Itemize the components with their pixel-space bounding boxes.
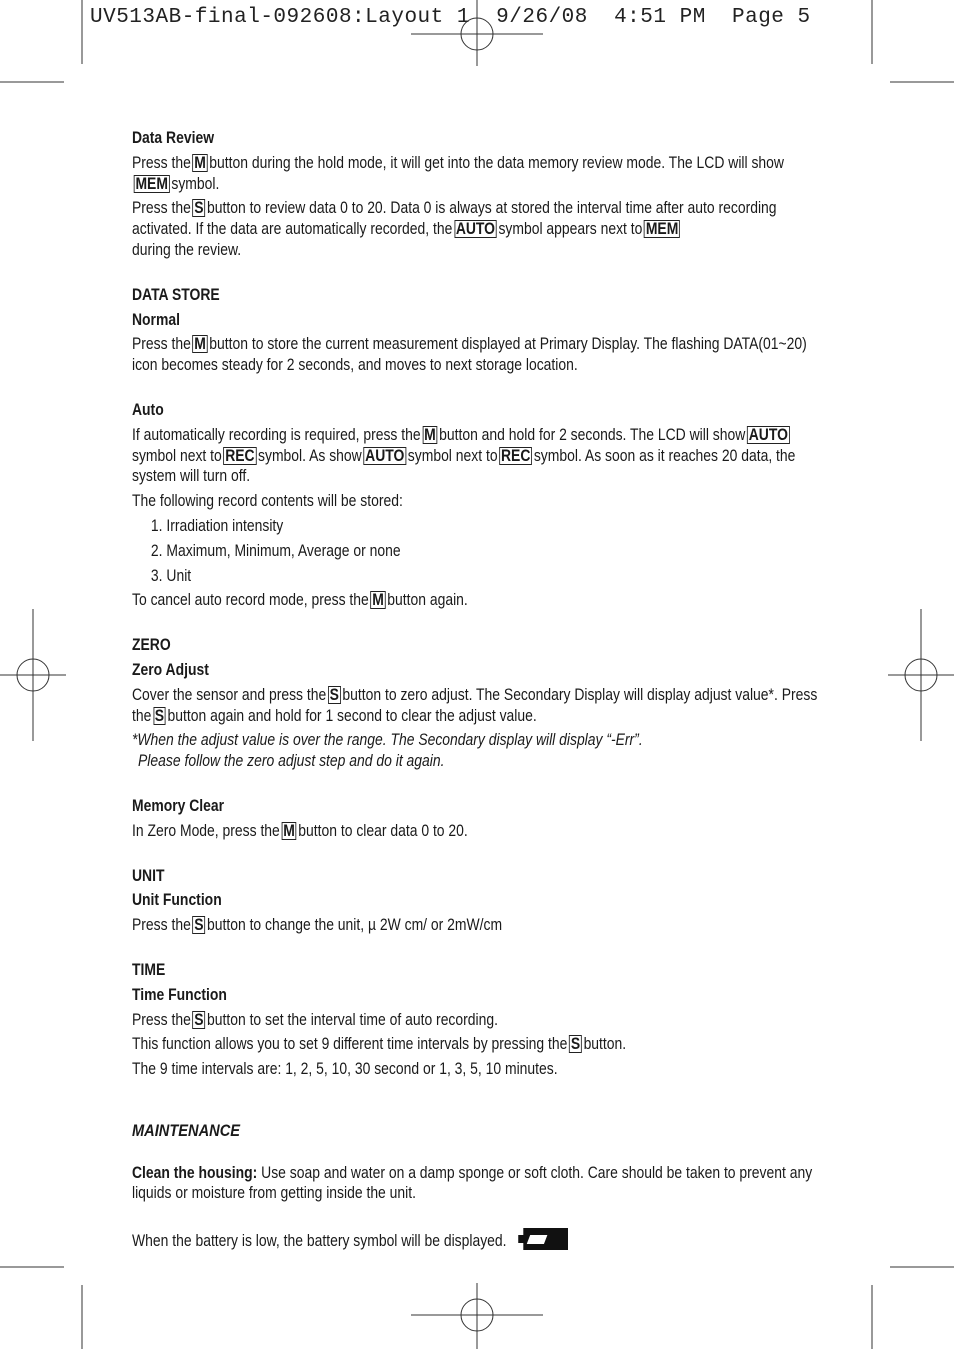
s-key-label: S [570, 1035, 581, 1054]
list-item: 3. Unit [150, 566, 192, 585]
s-key-label: S [194, 916, 204, 935]
registration-mark-right [888, 609, 954, 741]
auto-paragraph: If automatically recording is required, press the M button and hold for 2 seconds. The LCD will show AUTOsymbol next to REC symbol. As show AUTO symbol next to REC symbol. As soon as it reaches 20 data, the system will turn off. [132, 425, 796, 486]
data-review-paragraph-1: Press the M button during the hold mode, it will get into the data memory review mode. The LCD will showMEM symbol. [132, 153, 784, 193]
record-contents-list [132, 516, 822, 586]
time-function-subheading: Time Function [132, 985, 227, 1004]
s-key-label: S [194, 199, 204, 218]
mem-symbol: MEM [645, 220, 679, 239]
registration-mark-bottom [411, 1283, 543, 1349]
zero-adjust-note-1: *When the adjust value is over the range. The Secondary display will display “-Err”. [132, 731, 643, 750]
battery-paragraph: When the battery is low, the battery symbol will be displayed. [132, 1228, 822, 1256]
zero-adjust-note-2: Please follow the zero adjust step and do it again. [138, 752, 445, 771]
data-review-paragraph-2: Press the S button to review data 0 to 20. Data 0 is always at stored the interval time after auto recording activated. If the data are automatically recorded, the AUTO symbol appears next to MEM during the review. [132, 199, 777, 259]
zero-adjust-paragraph: Cover the sensor and press the S button to zero adjust. The Secondary Display will display adjust value*. Press the S button again and hold for 1 second to clear the adjust value. [132, 685, 818, 725]
list-item: 1. Irradiation intensity [150, 516, 284, 535]
m-key-label: M [372, 591, 384, 610]
m-key-label: M [283, 821, 295, 840]
zero-heading: ZERO [132, 636, 171, 655]
auto-subheading: Auto [132, 400, 164, 419]
time-function-paragraph-2: This function allows you to set 9 different time intervals by pressing the S button. [132, 1035, 627, 1054]
list-item: 2. Maximum, Minimum, Average or none [150, 541, 401, 560]
time-function-paragraph-1: Press the S button to set the interval time of auto recording. [132, 1010, 498, 1029]
mem-symbol: MEM [135, 174, 168, 193]
registration-mark-left [0, 609, 66, 741]
m-key-label: M [194, 335, 206, 354]
zero-adjust-subheading: Zero Adjust [132, 660, 209, 679]
memory-clear-subheading: Memory Clear [132, 796, 225, 815]
data-store-heading: DATA STORE [132, 285, 220, 304]
memory-clear-paragraph: In Zero Mode, press the M button to clear data 0 to 20. [132, 821, 468, 840]
s-key-label: S [154, 706, 165, 725]
unit-heading: UNIT [132, 866, 165, 885]
time-intervals-paragraph: The 9 time intervals are: 1, 2, 5, 10, 30 second or 1, 3, 5, 10 minutes. [132, 1060, 558, 1079]
data-review-heading: Data Review [132, 129, 215, 147]
auto-symbol: AUTO [748, 425, 788, 444]
battery-low-icon [519, 1228, 569, 1256]
manual-page-content [132, 128, 822, 1256]
time-heading: TIME [132, 960, 166, 979]
auto-symbol: AUTO [365, 446, 405, 465]
rec-symbol: REC [225, 446, 255, 465]
print-slug: UV513AB-final-092608:Layout 1 9/26/08 4:51 PM Page 5 [90, 6, 811, 29]
clean-housing-paragraph: Clean the housing: Use soap and water on a damp sponge or soft cloth. Care should be taken to prevent any liquids or moisture from getting inside the unit. [132, 1163, 813, 1203]
auto-symbol: AUTO [455, 220, 496, 239]
m-key-label: M [424, 425, 436, 444]
rec-symbol: REC [501, 446, 531, 465]
registration-mark-top [411, 0, 543, 66]
unit-function-paragraph: Press the S button to change the unit, µ 2W cm/ or 2mW/cm [132, 916, 503, 935]
m-key-label: M [194, 153, 206, 172]
s-key-label: S [329, 685, 339, 704]
record-contents-intro: The following record contents will be stored: [132, 492, 403, 511]
unit-function-subheading: Unit Function [132, 891, 222, 910]
maintenance-heading: MAINTENANCE [132, 1120, 241, 1140]
s-key-label: S [194, 1010, 204, 1029]
clean-housing-label: Clean the housing: [132, 1163, 258, 1182]
normal-subheading: Normal [132, 310, 180, 329]
normal-paragraph: Press the M button to store the current measurement displayed at Primary Display. The flashing DATA(01~20) icon becomes steady for 2 seconds, and moves to next storage location. [132, 335, 807, 375]
cancel-auto-paragraph: To cancel auto record mode, press the M button again. [132, 591, 468, 610]
